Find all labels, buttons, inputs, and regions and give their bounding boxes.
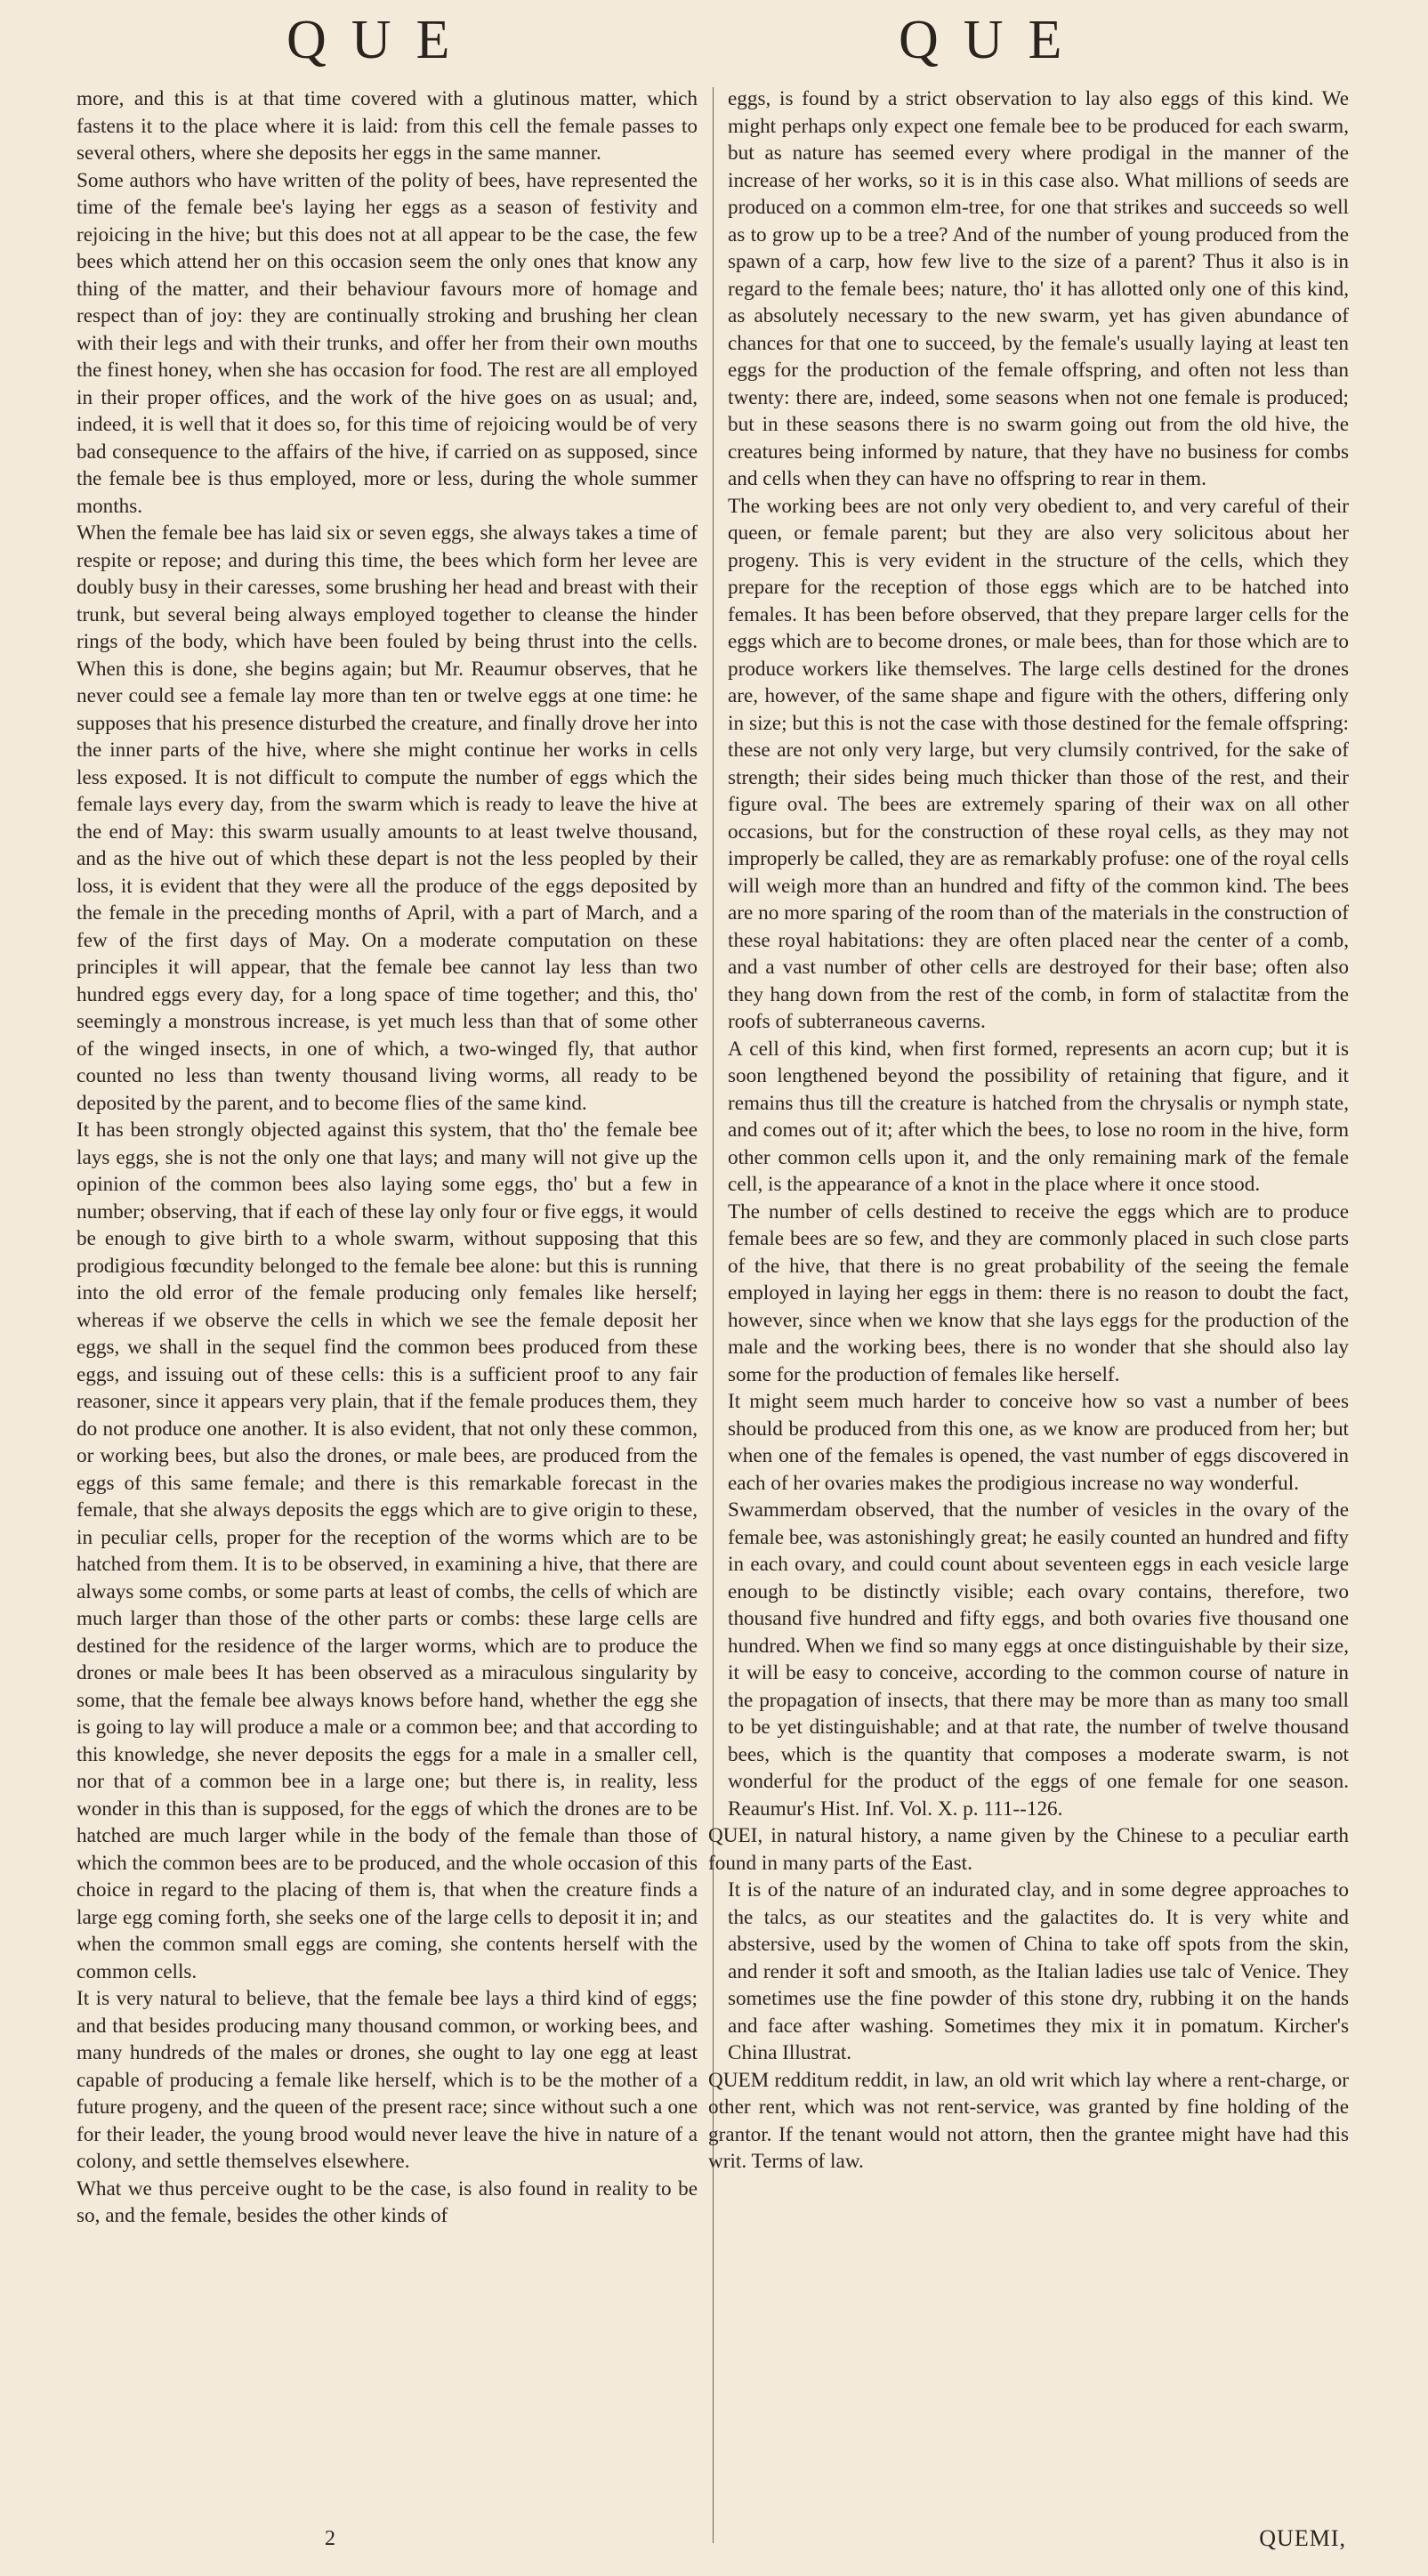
- paragraph: The working bees are not only very obedient to, and very careful of their queen, or female parent; but they are also very solicitous about her progeny. This is very evident in the structure of the cells, which they prepare for the reception of those eggs which are to be hatched into females. It has been before observed, that they prepare larger cells for the eggs which are to become drones, or male bees, than for those which are to produce workers like themselves. The large cells destined for the drones are, however, of the same shape and figure with the others, differing only in size; but this is not the case with those destined for the female offspring: these are not only very large, but very clumsily contrived, for the sake of strength; their sides being much thicker than those of the rest, and their figure oval. The bees are extremely sparing of their wax on all other occasions, but for the construction of these royal cells, as they may not improperly be called, they are as remarkably profuse: one of the royal cells will weigh more than an hundred and fifty of the common kind. The bees are no more sparing of the room than of the materials in the construction of these royal habitations: they are often placed near the center of a comb, and a vast number of other cells are destroyed for their base; often also they hang down from the rest of the comb, in form of stalactitæ from the roofs of subterraneous caverns.: [728, 494, 1349, 1033]
- paragraph: What we thus perceive ought to be the case, is also found in reality to be so, and the female, besides the other kinds of: [77, 2176, 698, 2227]
- paragraph: more, and this is at that time covered with a glutinous matter, which fastens it to the place where it is laid: from this cell the female passes to several others, where she deposits her eggs in the same manner.: [77, 87, 698, 165]
- page-number: 2: [325, 2527, 335, 2550]
- entry-quei: QUEI, in natural history, a name given by the Chinese to a peculiar earth found in many parts of the East.: [708, 1824, 1349, 1875]
- entry-quem-redditum-reddit: QUEM redditum reddit, in law, an old writ which lay where a rent-charge, or other rent, which was not rent-service, was granted by fine holding of the grantor. If the tenant would not attorn, then the grantee might have had this writ. Terms of law.: [708, 2068, 1349, 2173]
- running-head-left: QUE: [286, 10, 475, 70]
- paragraph: It has been strongly objected against this system, that tho' the female bee lays eggs, she is not the only one that lays; and many will not give up the opinion of the common bees also laying some eggs, tho' but a few in number; observing, that if each of these lay only four or five eggs, it would be enough to give birth to a whole swarm, without supposing that this prodigious fœcundity belonged to the female bee alone: but this is running into the old error of the female producing only females like herself; whereas if we observe the cells in which we see the female deposit her eggs, we shall in the sequel find the common bees produced from these eggs, and issuing out of these cells: this is a sufficient proof to any fair reasoner, since it appears very plain, that if the female produces them, they do not produce one another. It is also evident, that not only these common, or working bees, but also the drones, or male bees, are produced from the eggs of this same female; and there is this remarkable forecast in the female, that she always deposits the eggs which are to give origin to these, in peculiar cells, proper for the reception of the worms which are to be hatched from them. It is to be observed, in examining a hive, that there are always some combs, or some parts at least of combs, the cells of which are much larger than those of the other parts or combs: these large cells are destined for the residence of the larger worms, which are to produce the drones or male bees It has been observed as a miraculous singularity by some, that the female bee always knows before hand, whether the egg she is going to lay will produce a male or a common bee; and that according to this knowledge, she never deposits the eggs for a male in a smaller cell, nor that of a common bee in a large one; but there is, in reality, less wonder in this than is supposed, for the eggs of which the drones are to be hatched are much larger while in the body of the female than those of which the common bees are to be produced, and the whole occasion of this choice in regard to the placing of them is, that when the creature finds a large egg coming forth, she seeks one of the large cells to deposit it in; and when the common small eggs are coming, she contents herself with the common cells.: [77, 1118, 698, 1983]
- paragraph: Swammerdam observed, that the number of vesicles in the ovary of the female bee, was astonishingly great; he easily counted an hundred and fifty in each ovary, and could count about seventeen eggs in each vesicle large enough to be distinctly visible; each ovary contains, therefore, two thousand five hundred and fifty eggs, and both ovaries five thousand one hundred. When we find so many eggs at once distinguishable by their size, it will be easy to conceive, according to the common course of nature in the propagation of insects, that there may be more than as many too small to be yet distinguishable; and at that rate, the number of twelve thousand bees, which is the quantity that composes a moderate swarm, is not wonderful for the product of the eggs of one female for one season. Reaumur's Hist. Inf. Vol. X. p. 111--126.: [728, 1498, 1349, 1821]
- paragraph: It might seem much harder to conceive how so vast a number of bees should be produced from this one, as we know are produced from her; but when one of the females is opened, the vast number of eggs discovered in each of her ovaries makes the prodigious increase no way wonderful.: [728, 1390, 1349, 1495]
- paragraph: eggs, is found by a strict observation to lay also eggs of this kind. We might perhaps only expect one female bee to be produced for each swarm, but as nature has seemed every where prodigal in the manner of the increase of her works, so it is in this case also. What millions of seeds are produced on a common elm-tree, for one that strikes and succeeds so well as to grow up to be a tree? And of the number of young produced from the spawn of a carp, how few live to the size of a parent? Thus it also is in regard to the female bees; nature, tho' it has allotted only one of this kind, as absolutely necessary to the new swarm, yet has given abundance of chances for that one to succeed, by the female's usually laying at least ten eggs for the production of the female offspring, and often not less than twenty: there are, indeed, some seasons when not one female is produced; but in these seasons there is no swarm going out from the old hive, the creatures being informed by nature, that they have no business for combs and cells when they can have no offspring to rear in them.: [728, 87, 1349, 490]
- right-column: [708, 85, 1349, 2176]
- running-head-right: QUE: [899, 10, 1087, 70]
- catchword: QUEMI,: [1259, 2525, 1346, 2551]
- paragraph: It is of the nature of an indurated clay, and in some degree approaches to the talcs, as our steatites and the galactites do. It is very white and abstersive, used by the women of China to take off spots from the skin, and render it soft and smooth, as the Italian ladies use talc of Venice. They sometimes use the fine powder of this stone dry, rubbing it on the hands and face after washing. Sometimes they mix it in pomatum. Kircher's China Illustrat.: [728, 1878, 1349, 2064]
- paragraph: The number of cells destined to receive the eggs which are to produce female bees are so few, and they are commonly placed in such close parts of the hive, that there is no great probability of the seeing the female employed in laying her eggs in them: there is no reason to doubt the fact, however, since when we know that she lays eggs for the production of the male and the working bees, there is no wonder that she should also lay some for the production of females like herself.: [728, 1199, 1349, 1386]
- paragraph: A cell of this kind, when first formed, represents an acorn cup; but it is soon lengthened beyond the possibility of retaining that figure, and it remains thus till the creature is hatched from the chrysalis or nymph state, and comes out of it; after which the bees, to lose no room in the hive, form other common cells upon it, and the only remaining mark of the female cell, is the appearance of a knot in the place where it once stood.: [728, 1037, 1349, 1196]
- paragraph: It is very natural to believe, that the female bee lays a third kind of eggs; and that besides producing many thousand common, or working bees, and many hundreds of the males or drones, she ought to lay one egg at least capable of producing a female like herself, which is to be the mother of a future progeny, and the queen of the present race; since without such a one for their leader, the young brood would never leave the hive in nature of a colony, and settle themselves elsewhere.: [77, 1987, 698, 2173]
- left-column: [77, 85, 698, 2230]
- paragraph: Some authors who have written of the polity of bees, have represented the time of the female bee's laying her eggs as a season of festivity and rejoicing in the hive; but this does not at all appear to be the case, the few bees which attend her on this occasion seem the only ones that know any thing of the matter, and their behaviour favours more of homage and respect than of joy: they are continually stroking and brushing her clean with their legs and with their trunks, and offer her from their own mouths the finest honey, when she has occasion for food. The rest are all employed in their proper offices, and the work of the hive goes on as usual; and, indeed, it is well that it does so, for this time of rejoicing would be of very bad consequence to the affairs of the hive, if carried on as supposed, since the female bee is thus employed, more or less, during the whole summer months.: [77, 168, 698, 518]
- paragraph: When the female bee has laid six or seven eggs, she always takes a time of respite or repose; and during this time, the bees which form her levee are doubly busy in their caresses, some brushing her head and breast with their trunk, but several being always employed together to cleanse the hinder rings of the body, which have been fouled by being thrust into the cells. When this is done, she begins again; but Mr. Reaumur observes, that he never could see a female lay more than ten or twelve eggs at one time: he supposes that his presence disturbed the creature, and finally drove her into the inner parts of the hive, where she might continue her works in cells less exposed. It is not difficult to compute the number of eggs which the female lays every day, from the swarm which is ready to leave the hive at the end of May: this swarm usually amounts to at least twelve thousand, and as the hive out of which these depart is not the less peopled by their loss, it is evident that they were all the produce of the eggs deposited by the female in the preceding months of April, with a part of March, and a few of the first days of May. On a moderate computation on these principles it will appear, that the female bee cannot lay less than two hundred eggs every day, for a long space of time together; and this, tho' seemingly a monstrous increase, is yet much less than that of some other of the winged insects, in one of which, a two-winged fly, that author counted no less than twenty thousand living worms, all ready to be deposited by the parent, and to become flies of the same kind.: [77, 521, 698, 1115]
